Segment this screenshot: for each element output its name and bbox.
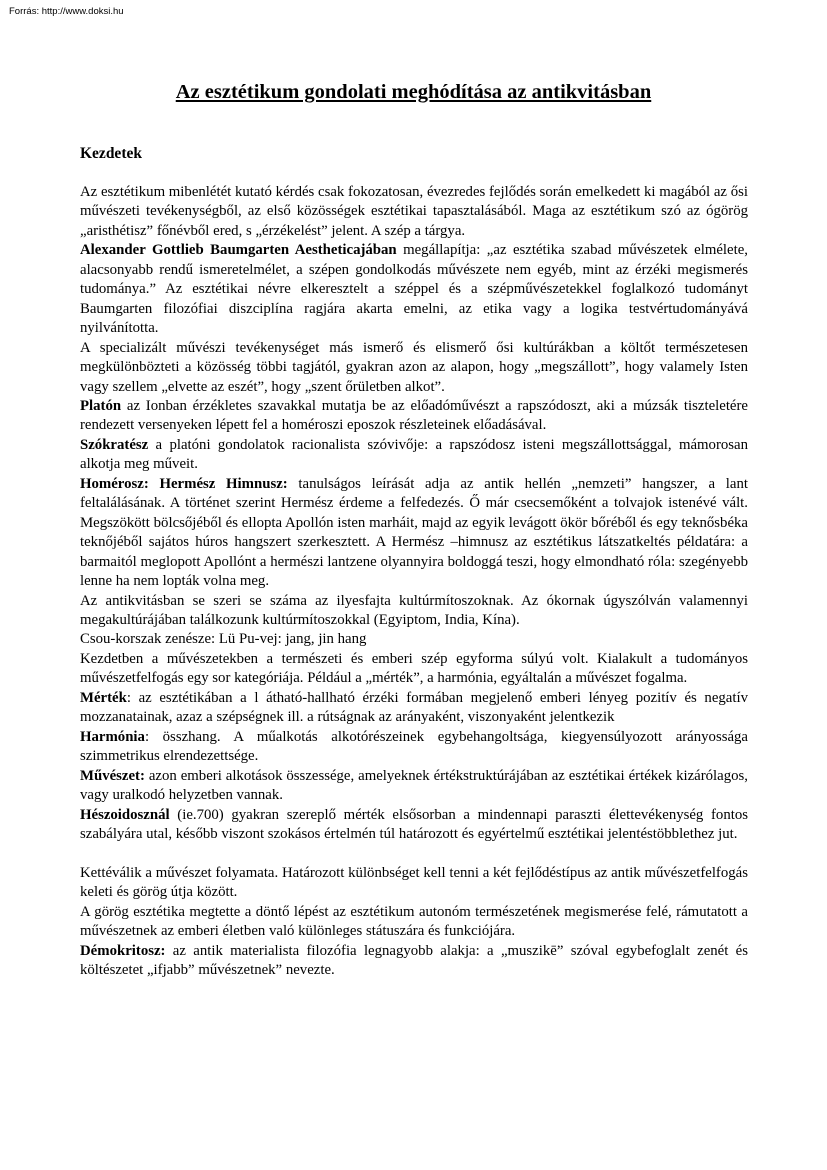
paragraph-categories bbox=[80, 650, 748, 689]
paragraph-text: Kettéválik a művészet folyamata. Határozott különbséget kell tenni a két fejlődéstípus az antik művészetfelfogás keleti és görög útja között. bbox=[80, 864, 748, 901]
paragraph-text: megállapítja: „az esztétika szabad művészetek elmélete, alacsonyabb rendű ismeretelmélet, a szépen gondolkodás művészete nem egyéb, mint az érzéki megismerés tudománya.” Az esztétikai névre elkeresztelt a széppel és a szépművészetekkel foglalkozó tudományt Baumgarten filozófiai diszciplína ragjára akarta emelni, az etika vagy a logika testvértudományává nyilvánította. bbox=[80, 242, 748, 337]
paragraph-text: az Ionban érzékletes szavakkal mutatja be az előadóművészt a rapszódoszt, aki a múzsák tiszteletére rendezett versenyeken lépett fel a homéroszi eposzok részleteinek előadásával. bbox=[80, 397, 748, 434]
paragraph-text: Az esztétikum mibenlétét kutató kérdés csak fokozatosan, évezredes fejlődés során emelkedett ki magából az ősi művészeti tevékenységből, az első közösségek esztétikai tapasztalásából. Maga az esztétikum szó az ógörög „aristhétisz” főnévből ered, s „érzékelést” jelent. A szép a tárgya. bbox=[80, 184, 748, 239]
paragraph-intro bbox=[80, 183, 748, 241]
paragraph-text: A görög esztétika megtette a döntő lépést az esztétikum autonóm természetének megismerése felé, rámutatott a művészetnek az emberi életben való különleges státuszára és funkciójára. bbox=[80, 903, 748, 940]
paragraph-text: a platóni gondolatok racionalista szóvivője: a rapszódosz isteni megszállottsággal, mámorosan alkotja meg műveit. bbox=[80, 436, 748, 473]
paragraph-mertek bbox=[80, 689, 748, 728]
paragraph-lead: Szókratész bbox=[80, 436, 149, 453]
paragraph-text: az antik materialista filozófia legnagyobb alakja: a „muszikē” szóval egybefoglalt zenét és költészetet „ifjabb” művészetnek” nevezte. bbox=[80, 942, 748, 979]
paragraph-platon bbox=[80, 397, 748, 436]
source-label: Forrás: http://www.doksi.hu bbox=[9, 6, 124, 17]
paragraph-lead: Platón bbox=[80, 397, 122, 414]
paragraph-text: tanulságos leírását adja az antik hellén „nemzeti” hangszer, a lant feltalálásának. A történet szerint Hermész érdeme a felfedezés. Ő már csecsemőként a tolvajok istenévé vált. Megszökött bölcsőjéből és ellopta Apollón isten marháit, majd az egyik levágott ökör bőréből és egy teknősbéka teknőjéből sajátos húros hangszert szerkesztett. A Hermész –himnusz az esztétikus látszatkeltés példatára: a barmaitól meglopott Apollónt a hermészi lantzene olyannyira boldoggá teszi, hogy elmondható róla: szegényebb lenne ha nem lopták volna meg. bbox=[80, 475, 748, 590]
paragraph-lead: Alexander Gottlieb Baumgarten Aestheticajában bbox=[80, 242, 397, 259]
paragraph-text: (ie.700) gyakran szereplő mérték elsősorban a mindennapi paraszti élettevékenység fontos szabályára utal, később viszont szokásos értelmén túl határozott és egyértelmű esztétikai jelentéstöbblethez jut. bbox=[80, 806, 748, 842]
paragraph-text: : összhang. A műalkotás alkotórészeinek egybehangoltsága, kiegyensúlyozott arányossága szimmetrikus elrendezettsége. bbox=[80, 728, 748, 765]
paragraph-cultural-myths bbox=[80, 592, 748, 631]
paragraph-lead: Harmónia bbox=[80, 728, 145, 745]
paragraph-lead: Homérosz: Hermész Himnusz: bbox=[80, 475, 288, 492]
paragraph-text: Kezdetben a művészetekben a természeti és emberi szép egyforma súlyú volt. Kialakult a tudományos művészetfelfogás egy sor kategóriája. Például a „mérték”, a harmónia, egyáltalán a művészet fogalma. bbox=[80, 650, 748, 687]
paragraph-szokratesz bbox=[80, 436, 748, 475]
paragraph-lead: Művészet: bbox=[80, 767, 145, 784]
paragraph-text: A specializált művészi tevékenységet más ismerő és elismerő ősi kultúrákban a költőt természetesen megkülönbözteti a közösség többi tagjától, gyakran azon az alapon, hogy „megszállott”, hogy valamely Isten vagy szellem „elvette az eszét”, hogy „szent őrületben alkot”. bbox=[80, 339, 748, 395]
paragraph-csou bbox=[80, 630, 748, 649]
section-heading: Kezdetek bbox=[80, 145, 142, 162]
paragraph-demokritosz bbox=[80, 942, 748, 981]
paragraph-baumgarten bbox=[80, 241, 748, 338]
paragraph-muveszet bbox=[80, 767, 748, 806]
paragraph-harmonia bbox=[80, 728, 748, 767]
paragraph-greek-aesthetics bbox=[80, 903, 748, 942]
paragraph-text: Az antikvitásban se szeri se száma az ilyesfajta kultúrmítoszoknak. Az ókornak úgyszólván valamennyi megakultúrájában találkozunk kultúrmítoszokkal (Egyiptom, India, Kína). bbox=[80, 592, 748, 628]
paragraph-lead: Hészoidosznál bbox=[80, 806, 170, 823]
paragraph-specialized-art bbox=[80, 339, 748, 397]
paragraph-homerosz bbox=[80, 475, 748, 592]
paragraph-lead: Mérték bbox=[80, 689, 127, 706]
paragraph-text: : az esztétikában a l átható-hallható érzéki formában megjelenő emberi lényeg pozitív és negatív mozzanatainak, azaz a szépségnek ill. a rútságnak az arányaként, viszonyaként jelentkezik bbox=[80, 689, 748, 726]
paragraph-heszoidosz bbox=[80, 806, 748, 845]
paragraph-text: Csou-korszak zenésze: Lü Pu-vej: jang, jin hang bbox=[80, 631, 367, 648]
page-title: Az esztétikum gondolati meghódítása az antikvitásban bbox=[175, 81, 652, 103]
paragraph-text: azon emberi alkotások összessége, amelyeknek értékstruktúrájában az esztétikai értékek kizárólagos, vagy uralkodó helyzetben vannak. bbox=[80, 767, 748, 804]
paragraph-lead: Démokritosz: bbox=[80, 942, 166, 959]
document-body bbox=[80, 183, 748, 981]
paragraph-split bbox=[80, 864, 748, 903]
